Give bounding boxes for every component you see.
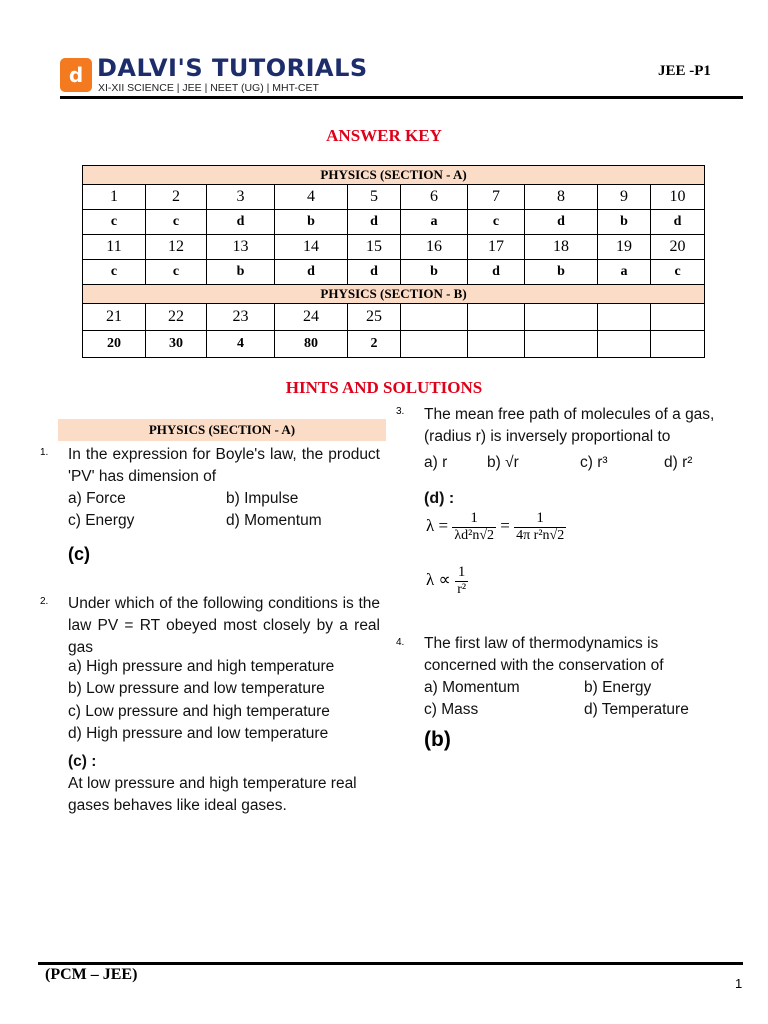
question-1-answer: (c) — [68, 544, 90, 564]
question-4-option-b: b) Energy — [584, 679, 652, 696]
question-number: 18 — [525, 235, 598, 260]
question-2-text: Under which of the following conditions is the law PV = RT obeyed most closely by a real gas — [68, 595, 380, 656]
question-number: 7 — [468, 185, 525, 210]
hints-section-header: PHYSICS (SECTION - A) — [58, 419, 386, 441]
document-code: JEE -P1 — [658, 63, 711, 79]
empty-cell — [651, 331, 705, 358]
question-4-number: 4. — [396, 637, 405, 648]
question-number: 21 — [83, 304, 146, 331]
question-number: 11 — [83, 235, 146, 260]
question-3-option-b: b) √r — [487, 454, 519, 471]
question-number: 4 — [275, 185, 348, 210]
answer-cell: c — [146, 260, 207, 285]
question-1-text: In the expression for Boyle's law, the product 'PV' has dimension of — [68, 446, 380, 485]
question-number: 10 — [651, 185, 705, 210]
answer-cell: 20 — [83, 331, 146, 358]
mean-free-path-equation — [426, 510, 566, 544]
table-row — [83, 210, 705, 235]
answer-cell: b — [401, 260, 468, 285]
brand-tagline: XI-XII SCIENCE | JEE | NEET (UG) | MHT-CET — [98, 82, 319, 94]
answer-cell: 4 — [207, 331, 275, 358]
footer-course: (PCM – JEE) — [45, 966, 138, 983]
answer-cell: b — [207, 260, 275, 285]
question-2-option-d: d) High pressure and low temperature — [68, 725, 329, 742]
question-4-option-a: a) Momentum — [424, 679, 520, 696]
question-3-text: The mean free path of molecules of a gas, (radius r) is inversely proportional to — [424, 406, 715, 445]
table-row — [83, 260, 705, 285]
question-number: 20 — [651, 235, 705, 260]
answer-cell: d — [348, 260, 401, 285]
answer-cell: b — [525, 260, 598, 285]
fraction-1-numerator: 1 — [452, 510, 496, 528]
question-number: 13 — [207, 235, 275, 260]
question-1-option-a: a) Force — [68, 490, 126, 507]
question-2-option-a: a) High pressure and high temperature — [68, 658, 335, 675]
question-number: 22 — [146, 304, 207, 331]
question-3-option-d: d) r² — [664, 454, 693, 471]
table-row — [83, 304, 705, 331]
page-number: 1 — [735, 976, 743, 991]
fraction-1 — [452, 510, 496, 544]
question-1-option-d: d) Momentum — [226, 512, 322, 529]
answer-cell: 2 — [348, 331, 401, 358]
fraction-2-denominator: 4π r²n√2 — [516, 528, 565, 543]
fraction-3-numerator: 1 — [455, 564, 469, 582]
table-row — [83, 235, 705, 260]
equation-lhs: λ = — [426, 515, 449, 535]
question-number: 15 — [348, 235, 401, 260]
empty-cell — [525, 304, 598, 331]
empty-cell — [651, 304, 705, 331]
empty-cell — [401, 331, 468, 358]
question-number: 6 — [401, 185, 468, 210]
answer-cell: a — [598, 260, 651, 285]
question-2-option-c: c) Low pressure and high temperature — [68, 703, 330, 720]
question-3-number: 3. — [396, 406, 405, 417]
question-number: 19 — [598, 235, 651, 260]
answer-cell: a — [401, 210, 468, 235]
question-1-option-b: b) Impulse — [226, 490, 299, 507]
footer-divider — [38, 962, 743, 965]
table-row — [83, 331, 705, 358]
table-row — [83, 185, 705, 210]
question-4-option-c: c) Mass — [424, 701, 479, 718]
question-2-answer: (c) : — [68, 753, 97, 770]
section-b-header: PHYSICS (SECTION - B) — [83, 285, 705, 304]
answer-cell: d — [275, 260, 348, 285]
answer-cell: c — [146, 210, 207, 235]
question-number: 14 — [275, 235, 348, 260]
answer-cell: b — [275, 210, 348, 235]
fraction-2 — [514, 510, 566, 544]
question-2-number: 2. — [40, 596, 49, 607]
brand-name: DALVI'S TUTORIALS — [97, 54, 368, 82]
question-number: 1 — [83, 185, 146, 210]
empty-cell — [525, 331, 598, 358]
answer-key-table — [82, 165, 705, 358]
answer-cell: d — [468, 260, 525, 285]
table-row — [83, 166, 705, 185]
question-1-option-c: c) Energy — [68, 512, 135, 529]
hints-title: HINTS AND SOLUTIONS — [285, 378, 483, 397]
answer-cell: c — [468, 210, 525, 235]
proportionality-relation — [426, 564, 468, 598]
question-4-option-d: d) Temperature — [584, 701, 689, 718]
answer-cell: d — [651, 210, 705, 235]
brand-logo-mark: d — [60, 58, 92, 92]
empty-cell — [468, 331, 525, 358]
question-3-answer: (d) : — [424, 490, 455, 507]
fraction-3 — [455, 564, 469, 598]
fraction-3-denominator: r² — [457, 582, 467, 597]
question-number: 12 — [146, 235, 207, 260]
question-number: 17 — [468, 235, 525, 260]
answer-cell: c — [83, 260, 146, 285]
answer-cell: d — [207, 210, 275, 235]
question-3-option-c: c) r³ — [580, 454, 608, 471]
equation-equals: = — [500, 515, 510, 535]
question-number: 3 — [207, 185, 275, 210]
empty-cell — [401, 304, 468, 331]
fraction-2-numerator: 1 — [514, 510, 566, 528]
answer-cell: d — [525, 210, 598, 235]
question-number: 23 — [207, 304, 275, 331]
question-4-answer: (b) — [424, 728, 451, 751]
answer-cell: c — [651, 260, 705, 285]
question-number: 24 — [275, 304, 348, 331]
empty-cell — [468, 304, 525, 331]
question-number: 8 — [525, 185, 598, 210]
question-number: 5 — [348, 185, 401, 210]
empty-cell — [598, 331, 651, 358]
question-2-option-b: b) Low pressure and low temperature — [68, 680, 325, 697]
table-row — [83, 285, 705, 304]
answer-cell: b — [598, 210, 651, 235]
question-2-explanation: At low pressure and high temperature real gases behaves like ideal gases. — [68, 775, 357, 814]
question-1-number: 1. — [40, 447, 49, 458]
section-a-header: PHYSICS (SECTION - A) — [83, 166, 705, 185]
question-4-text: The first law of thermodynamics is concerned with the conservation of — [424, 635, 664, 674]
question-number: 9 — [598, 185, 651, 210]
answer-cell: 80 — [275, 331, 348, 358]
header-divider — [60, 96, 743, 99]
question-3-option-a: a) r — [424, 454, 448, 471]
question-number: 16 — [401, 235, 468, 260]
fraction-1-denominator: λd²n√2 — [454, 528, 495, 543]
answer-cell: c — [83, 210, 146, 235]
proportional-lhs: λ ∝ — [426, 569, 451, 589]
answer-cell: 30 — [146, 331, 207, 358]
answer-cell: d — [348, 210, 401, 235]
empty-cell — [598, 304, 651, 331]
question-number: 2 — [146, 185, 207, 210]
question-number: 25 — [348, 304, 401, 331]
answer-key-title: ANSWER KEY — [326, 126, 442, 145]
